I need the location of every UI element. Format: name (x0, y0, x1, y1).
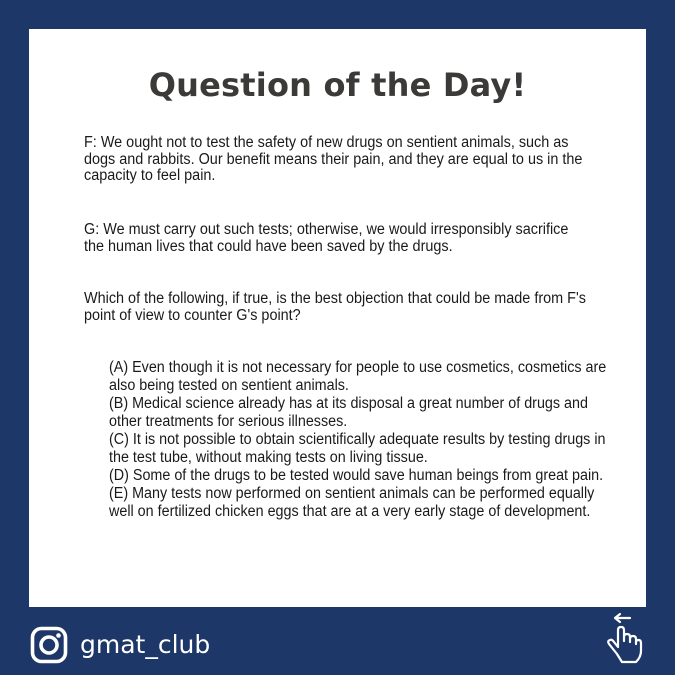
swipe-left-hand-icon (600, 610, 646, 666)
answer-options (109, 359, 616, 521)
option-c: (C) It is not possible to obtain scientifically adequate results by testing drugs in the test tube, without making tests on living tissue. (109, 431, 606, 466)
page-title: Question of the Day! (148, 66, 527, 104)
option-d: (D) Some of the drugs to be tested would save human beings from great pain. (109, 467, 604, 484)
f-statement: F: We ought not to test the safety of new drugs on sentient animals, such as dogs and rabbits. Our benefit means their pain, and they are equal to us in the capacity to feel pain. (84, 134, 583, 184)
question-text: Which of the following, if true, is the best objection that could be made from F's point of view to counter G's point? (84, 290, 586, 324)
social-handle: gmat_club (80, 630, 211, 659)
option-b: (B) Medical science already has at its disposal a great number of drugs and other treatments for serious illnesses. (109, 395, 588, 430)
option-e: (E) Many tests now performed on sentient animals can be performed equally well on fertilized chicken eggs that are at a very early stage of development. (109, 485, 595, 520)
instagram-icon (30, 626, 68, 664)
option-a: (A) Even though it is not necessary for people to use cosmetics, cosmetics are also being tested on sentient animals. (109, 359, 607, 394)
g-statement: G: We must carry out such tests; otherwise, we would irresponsibly sacrifice the human lives that could have been saved by the drugs. (84, 221, 569, 255)
